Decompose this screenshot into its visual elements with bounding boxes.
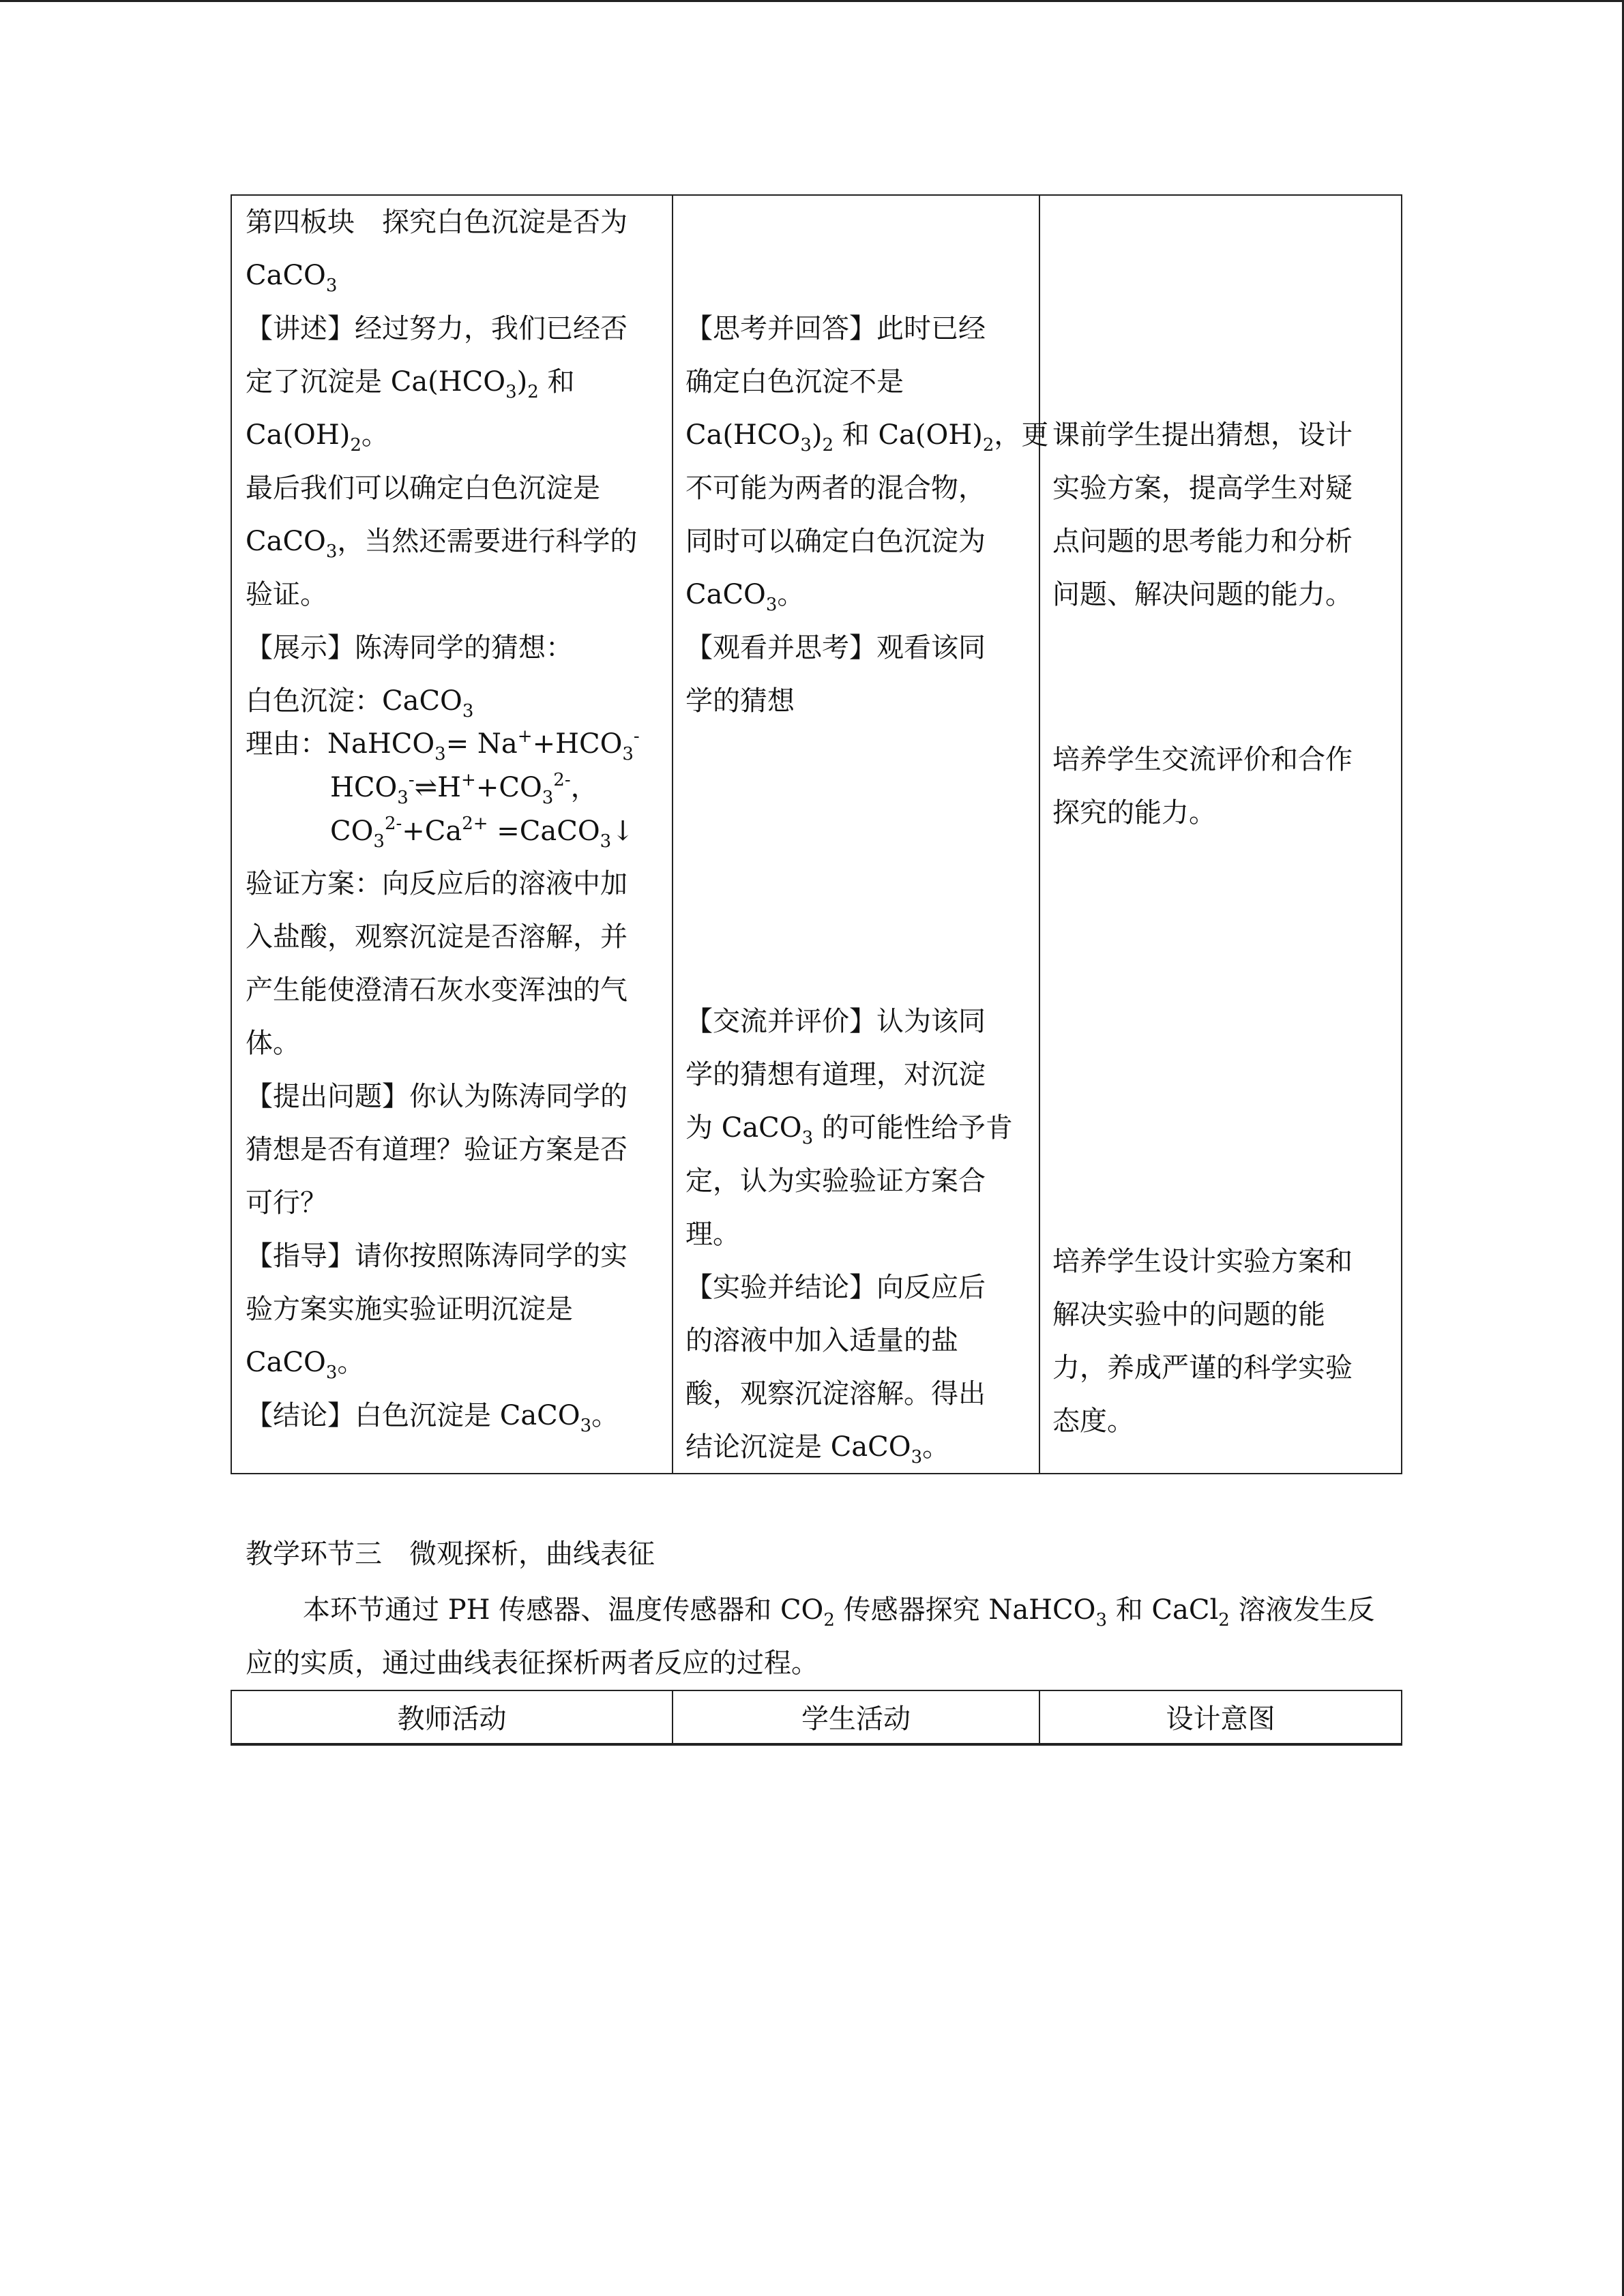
intent-line: 力，养成严谨的科学实验 — [1052, 1352, 1353, 1384]
equation-line: $CO_3^{2-}+Ca^{2+}$ =CaCO$_3$↓ — [330, 814, 634, 852]
teacher-line: 验证。 — [246, 579, 327, 610]
intent-line: 态度。 — [1052, 1405, 1134, 1437]
equilibrium-arrow: ⇌ — [414, 772, 438, 803]
student-line: 【思考并回答】此时已经 — [685, 313, 986, 344]
intent-line: 课前学生提出猜想，设计 — [1052, 419, 1353, 451]
intent-line: 培养学生交流评价和合作 — [1052, 744, 1353, 775]
intent-line: 实验方案，提高学生对疑 — [1052, 473, 1353, 504]
student-line: 同时可以确定白色沉淀为 — [685, 526, 986, 557]
student-line: 【交流并评价】认为该同 — [685, 1006, 986, 1037]
teacher-line: 可行？ — [246, 1187, 327, 1219]
teacher-line: 【结论】白色沉淀是 CaCO$_3$。 — [246, 1400, 619, 1436]
header-student-activity: 学生活动 — [801, 1703, 911, 1735]
teacher-line: CaCO$_3$。 — [246, 1347, 365, 1383]
teacher-line: 白色沉淀：CaCO$_3$ — [246, 685, 474, 721]
lesson-table — [231, 194, 1402, 1474]
teacher-line: CaCO$_3$，当然还需要进行科学的 — [246, 526, 638, 562]
equation-line: $HCO_3^-\rightleftharpoons H^++CO_3^{2-}$， — [330, 770, 598, 808]
section-paragraph-line: 应的实质，通过曲线表征探析两者反应的过程。 — [246, 1648, 818, 1679]
teacher-line: 验证方案：向反应后的溶液中加 — [246, 868, 628, 899]
student-line: 定，认为实验验证方案合 — [685, 1165, 986, 1197]
header-design-intent: 设计意图 — [1166, 1703, 1275, 1735]
teacher-line: 【指导】请你按照陈涛同学的实 — [246, 1240, 628, 1272]
teacher-line: 验方案实施实验证明沉淀是 — [246, 1294, 573, 1325]
student-line: 【观看并思考】观看该同 — [685, 632, 986, 664]
teacher-line: 【讲述】经过努力，我们已经否 — [246, 313, 628, 344]
teacher-line: 第四板块 探究白色沉淀是否为 — [246, 207, 628, 238]
teacher-line: 【展示】陈涛同学的猜想： — [246, 632, 573, 664]
teacher-line: 最后我们可以确定白色沉淀是 — [246, 473, 600, 504]
section-title: 教学环节三 微观探析，曲线表征 — [246, 1538, 655, 1570]
teacher-line: $Ca(OH)_2$。 — [246, 419, 389, 456]
intent-line: 点问题的思考能力和分析 — [1052, 526, 1353, 557]
section-paragraph-line: 本环节通过 PH 传感器、温度传感器和 $CO_2$ 传感器探究 NaHCO$_3$ 和 CaCl$_2$ 溶液发生反 — [303, 1594, 1375, 1630]
equation-line: 理由：NaHCO$_3$= $Na^++HCO_3^-$ — [246, 726, 640, 764]
student-line: 确定白色沉淀不是 — [685, 366, 904, 398]
student-line: $Ca(HCO_3)_2$ 和 $Ca(OH)_2$，更 — [685, 419, 1049, 456]
student-line: 理。 — [685, 1219, 740, 1250]
teacher-line: 【提出问题】你认为陈涛同学的 — [246, 1081, 628, 1112]
student-line: 学的猜想 — [685, 685, 795, 717]
student-line: 酸，观察沉淀溶解。得出 — [685, 1378, 986, 1410]
teacher-line: 猜想是否有道理？验证方案是否 — [246, 1134, 628, 1165]
column-divider-1 — [672, 196, 673, 1473]
student-line: 的溶液中加入适量的盐 — [685, 1325, 958, 1356]
intent-line: 问题、解决问题的能力。 — [1052, 579, 1353, 610]
student-line: 为 CaCO$_3$ 的可能性给予肯 — [685, 1112, 1013, 1148]
teacher-line: 产生能使澄清石灰水变浑浊的气 — [246, 974, 628, 1006]
column-divider-2 — [1039, 196, 1040, 1473]
teacher-line: 体。 — [246, 1028, 300, 1059]
student-line: 【实验并结论】向反应后 — [685, 1272, 986, 1303]
teacher-line: CaCO$_3$ — [246, 260, 338, 296]
intent-line: 探究的能力。 — [1052, 797, 1216, 829]
student-line: 学的猜想有道理，对沉淀 — [685, 1059, 986, 1090]
page-border-top — [0, 0, 1624, 2]
intent-line: 培养学生设计实验方案和 — [1052, 1246, 1353, 1277]
intent-line: 解决实验中的问题的能 — [1052, 1299, 1325, 1330]
teacher-line: 入盐酸，观察沉淀是否溶解，并 — [246, 921, 628, 953]
header-teacher-activity: 教师活动 — [397, 1703, 507, 1735]
student-line: 结论沉淀是 CaCO$_3$。 — [685, 1431, 950, 1467]
student-line: 不可能为两者的混合物， — [685, 473, 986, 504]
activity-header-table — [231, 1690, 1402, 1746]
student-line: CaCO$_3$。 — [685, 579, 805, 615]
teacher-line: 定了沉淀是 $Ca(HCO_3)_2$ 和 — [246, 366, 575, 402]
